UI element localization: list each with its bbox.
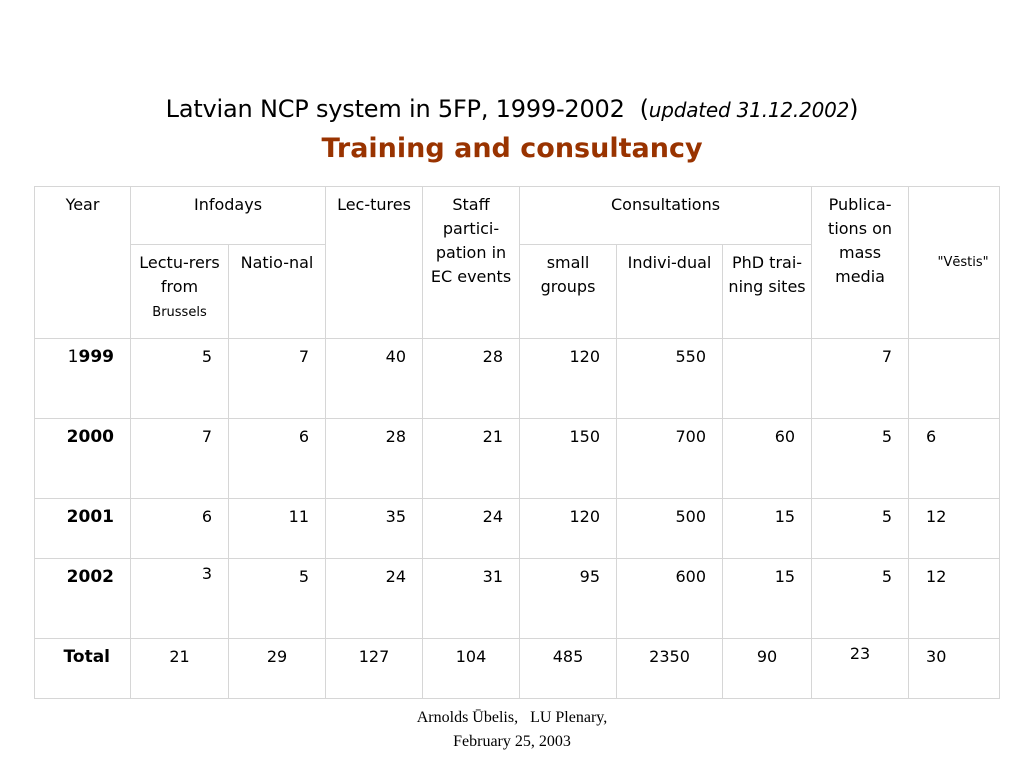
header-small-groups: small groups (520, 245, 617, 339)
total-label: Total (35, 639, 131, 699)
header-national: Natio-nal (229, 245, 326, 339)
cell-individual: 500 (617, 499, 723, 559)
cell-publications: 5 (812, 559, 909, 639)
cell-individual: 700 (617, 419, 723, 499)
row-year: 2000 (35, 419, 131, 499)
header-publications: Publica-tions on mass media (812, 187, 909, 339)
title-paren-close: ) (849, 95, 859, 123)
cell-staff: 24 (423, 499, 520, 559)
total-staff: 104 (423, 639, 520, 699)
cell-small-groups: 150 (520, 419, 617, 499)
footer-date: February 25, 2003 (453, 733, 571, 750)
cell-lectures: 35 (326, 499, 423, 559)
title-paren-open: ( (639, 95, 649, 123)
cell-lecturers: 6 (131, 499, 229, 559)
cell-phd: 60 (723, 419, 812, 499)
cell-vestis: 12 (909, 559, 1000, 639)
table-row (35, 499, 1000, 559)
header-row-1 (35, 187, 1000, 245)
cell-national: 7 (229, 339, 326, 419)
cell-small-groups: 120 (520, 339, 617, 419)
header-lecturers-main: Lectu-rers from (139, 253, 220, 296)
header-phd: PhD trai-ning sites (723, 245, 812, 339)
total-small-groups: 485 (520, 639, 617, 699)
row-year-rest: 999 (78, 347, 114, 367)
cell-lecturers: 7 (131, 419, 229, 499)
slide-subtitle: Training and consultancy (321, 133, 703, 164)
slide-footer (0, 706, 1024, 754)
row-year-first-digit: 1 (67, 347, 79, 367)
table-row (35, 419, 1000, 499)
updated-date: updated 31.12.2002 (648, 98, 850, 122)
cell-phd: 15 (723, 499, 812, 559)
header-staff: Staff partici-pation in EC events (423, 187, 520, 339)
row-year: 2002 (35, 559, 131, 639)
cell-publications: 5 (812, 419, 909, 499)
header-year: Year (35, 187, 131, 339)
cell-small-groups: 120 (520, 499, 617, 559)
cell-publications: 5 (812, 499, 909, 559)
cell-phd: 15 (723, 559, 812, 639)
row-year: 2001 (35, 499, 131, 559)
cell-phd (723, 339, 812, 419)
total-phd: 90 (723, 639, 812, 699)
header-infodays: Infodays (131, 187, 326, 245)
cell-national: 11 (229, 499, 326, 559)
header-individual: Indivi-dual (617, 245, 723, 339)
cell-national: 6 (229, 419, 326, 499)
total-row (35, 639, 1000, 699)
cell-staff: 31 (423, 559, 520, 639)
total-national: 29 (229, 639, 326, 699)
header-lecturers-brussels: Brussels (152, 305, 207, 320)
cell-vestis (909, 339, 1000, 419)
header-consultations: Consultations (520, 187, 812, 245)
cell-lecturers: 3 (131, 559, 229, 639)
ncp-table (34, 186, 1000, 699)
table-row (35, 339, 1000, 419)
cell-staff: 21 (423, 419, 520, 499)
cell-national: 5 (229, 559, 326, 639)
cell-lectures: 28 (326, 419, 423, 499)
cell-vestis: 12 (909, 499, 1000, 559)
cell-vestis: 6 (909, 419, 1000, 499)
header-lecturers (131, 245, 229, 339)
header-vestis: "Vēstis" (909, 187, 1000, 339)
row-year (35, 339, 131, 419)
title-main: Latvian NCP system in 5FP, 1999-2002 (165, 95, 625, 123)
data-table-wrapper (34, 186, 1000, 699)
total-publications: 23 (812, 639, 909, 699)
cell-individual: 600 (617, 559, 723, 639)
total-lectures: 127 (326, 639, 423, 699)
table-row (35, 559, 1000, 639)
slide-title (0, 93, 1024, 126)
cell-lecturers: 5 (131, 339, 229, 419)
cell-lectures: 40 (326, 339, 423, 419)
footer-author: Arnolds Ūbelis, LU Plenary, (416, 709, 608, 726)
cell-publications: 7 (812, 339, 909, 419)
cell-staff: 28 (423, 339, 520, 419)
total-vestis: 30 (909, 639, 1000, 699)
cell-lectures: 24 (326, 559, 423, 639)
header-lectures: Lec-tures (326, 187, 423, 339)
cell-small-groups: 95 (520, 559, 617, 639)
total-lecturers: 21 (131, 639, 229, 699)
total-individual: 2350 (617, 639, 723, 699)
cell-individual: 550 (617, 339, 723, 419)
